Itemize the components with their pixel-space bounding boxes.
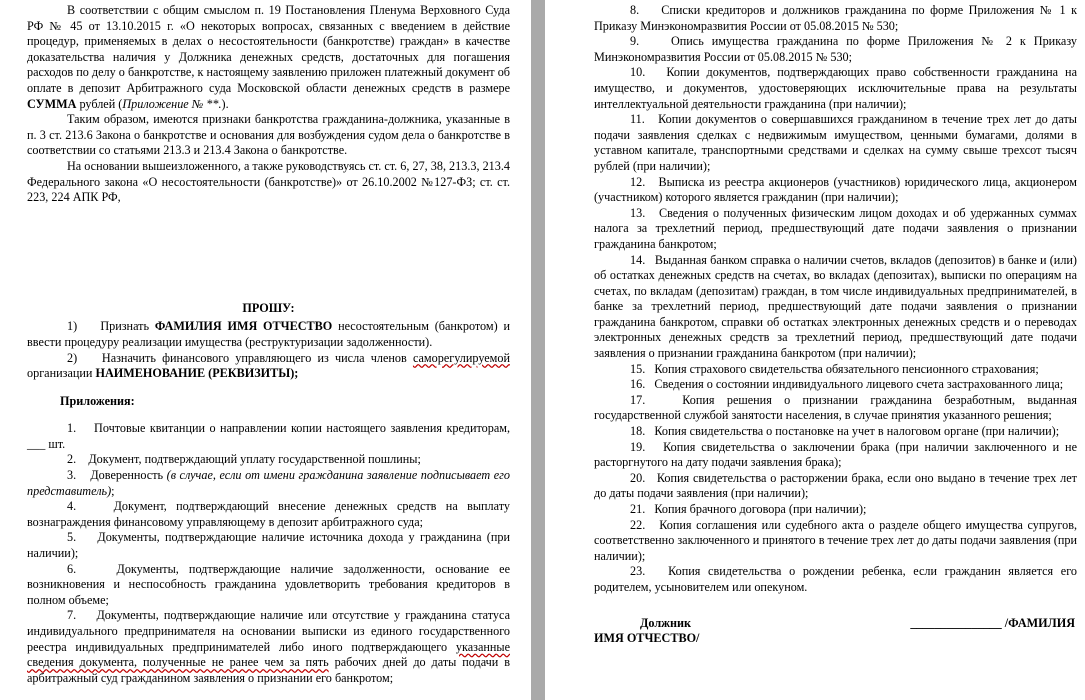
appendix-item-21: 21. Копия брачного договора (при наличии); (630, 502, 867, 516)
appendix-item-6: 6. Документы, подтверждающие наличие задолженности, основание ее возникновения и неспособность гражданина удовлетворить требования кредиторов в полном объеме; (27, 561, 510, 607)
appendix-item-5: 5. Документы, подтверждающие наличие источника дохода у гражданина (при наличии); (27, 530, 510, 561)
appendix-item-13: 13. Сведения о полученных физическим лицом доходах и об удержанных суммах налога за трехлетний период, предшествующий дате подачи заявления о признании гражданина банкротом; (594, 205, 1077, 251)
sum-placeholder: СУММА (27, 96, 77, 111)
appendix-item-22: 22. Копия соглашения или судебного акта о разделе общего имущества супругов, соответственно заключенного и принятого в течение трех лет до даты подачи заявления (при наличии); (594, 517, 1077, 563)
appendix-item-19: 19. Копия свидетельства о заключении брака (при наличии заключенного и не расторгнутого на дату подачи заявления брака); (594, 439, 1077, 470)
org-name-placeholder: НАИМЕНОВАНИЕ (95, 366, 206, 381)
intro-paragraph-2: Таким образом, имеются признаки банкротства гражданина-должника, указанные в п. 3 ст. 213.6 Закона о банкротстве и основания для возбуждения судом дела о банкротстве в соответствии со статьями 213.3 и 213.4 Закона о банкротстве. (27, 112, 510, 158)
appendices-title: Приложения: (60, 393, 135, 408)
appendix-item-14: 14. Выданная банком справка о наличии счетов, вкладов (депозитов) в банке и (или) об остатках денежных средств на счетах, во вкладах (депозитах), выписки по операциям на счетах, по вкладам (депозитам) граждан, в том числе индивидуальных предпринимателей, в банке за трехлетний период, предшествующий дате подачи заявления о признании гражданина банкротом, справки об остатках электронных денежных средств и о переводах электронных денежных средств за трехлетний период, предшествующий дате подачи заявления о признании гражданина банкротом (при наличии); (594, 252, 1077, 361)
org-details-placeholder: РЕКВИЗИТЫ (212, 366, 291, 381)
appendix-item-9: 9. Опись имущества гражданина по форме Приложения № 2 к Приказу Минэкономразвития России от 05.08.2015 № 530; (594, 34, 1077, 64)
signature-line: _______________ /ФАМИЛИЯ (910, 615, 1075, 630)
appendix-item-8: 8. Списки кредиторов и должников гражданина по форме Приложения № 1 к Приказу Минэкономразвития России от 05.08.2015 № 530; (594, 3, 1077, 33)
document-page-left (0, 0, 531, 700)
spellcheck-word: саморегулируемой (412, 350, 510, 365)
grammar-flagged-text: указанные сведения документа, полученные не ранее чем за пять (27, 639, 510, 670)
appendix-item-20: 20. Копия свидетельства о расторжении брака, если оно выдано в течение трех лет до даты подачи заявления (при наличии); (594, 470, 1077, 501)
appendix-item-1: 1. Почтовые квитанции о направлении копии настоящего заявления кредиторам, ___ шт. (27, 421, 510, 451)
request-item-1: 1) Признать ФАМИЛИЯ ИМЯ ОТЧЕСТВО несостоятельным (банкротом) и ввести процедуру реализации имущества (реструктуризации задолженности). (27, 319, 510, 349)
document-page-right (545, 0, 1085, 700)
signature-name: ИМЯ ОТЧЕСТВО/ (594, 631, 700, 646)
appendix-item-3: 3. Доверенность (в случае, если от имени гражданина заявление подписывает его представитель); (27, 468, 510, 498)
appendix-item-10: 10. Копии документов, подтверждающих право собственности гражданина на имущество, и документов, удостоверяющих исключительные права на результаты интеллектуальной деятельности гражданина (при наличии); (594, 65, 1077, 111)
appendix-item-4: 4. Документ, подтверждающий внесение денежных средств на выплату вознаграждения финансовому управляющему в депозит арбитражного суда; (27, 499, 510, 529)
appendix-item-23: 23. Копия свидетельства о рождении ребенка, если гражданин является его родителем, усыновителем или опекуном. (594, 564, 1077, 594)
debtor-name-placeholder: ФАМИЛИЯ ИМЯ ОТЧЕСТВО (154, 319, 333, 334)
signature-block (594, 616, 1077, 632)
signature-label: Должник (640, 615, 692, 630)
appendix-item-15: 15. Копия страхового свидетельства обязательного пенсионного страхования; (630, 361, 1039, 376)
intro-paragraph-1: В соответствии с общим смыслом п. 19 Постановления Пленума Верховного Суда РФ № 45 от 13.10.2015 г. «О некоторых вопросах, связанных с введением в действие процедур, применяемых в делах о несостоятельности (банкротстве) граждан» в качестве доказательства наличия у Должника денежных средств, достаточных для погашения расходов по делу о банкротстве, к настоящему заявлению приложен платежный документ об оплате в депозит Арбитражного суда Московской области денежных средств в размере СУММА рублей (Приложение № **.). (27, 3, 510, 111)
appendix-item-17: 17. Копия решения о признании гражданина безработным, выданная государственной службой занятости населения, в случае принятия указанного решения; (594, 392, 1077, 423)
appendix-item-11: 11. Копии документов о совершавшихся гражданином в течение трех лет до даты подачи заявления сделках с недвижимым имуществом, ценными бумагами, долями в уставном капитале, транспортными средствами и сделках на сумму свыше трехсот тысяч рублей (при наличии); (594, 112, 1077, 173)
appendix-item-16: 16. Сведения о состоянии индивидуального лицевого счета застрахованного лица; (630, 377, 1064, 392)
intro-paragraph-3: На основании вышеизложенного, а также руководствуясь ст. ст. 6, 27, 38, 213.3, 213.4 Федерального закона «О несостоятельности (банкротстве)» от 26.10.2002 №127-ФЗ; ст. ст. 223, 224 АПК РФ, (27, 158, 510, 205)
request-item-2: 2) Назначить финансового управляющего из числа членов саморегулируемой организации НАИМЕНОВАНИЕ (РЕКВИЗИТЫ); (27, 350, 510, 381)
appendix-item-18: 18. Копия свидетельства о постановке на учет в налоговом органе (при наличии); (630, 424, 1060, 439)
appendix-item-7: 7. Документы, подтверждающие наличие или отсутствие у гражданина статуса индивидуального предпринимателя на основании выписки из единого государственного реестра индивидуальных предпринимателей либо иного подтверждающего указанные сведения документа, полученные не ранее чем за пять рабочих дней до даты подачи в арбитражный суд гражданином заявления о признании его банкротом; (27, 608, 510, 685)
appendix-item-2: 2. Документ, подтверждающий уплату государственной пошлины; (67, 452, 421, 467)
appendix-item-12: 12. Выписка из реестра акционеров (участников) юридического лица, акционером (участником) которого является гражданин (при наличии); (594, 174, 1077, 205)
appendix-reference: Приложение № **. (122, 96, 222, 111)
request-title: ПРОШУ: (242, 300, 295, 315)
